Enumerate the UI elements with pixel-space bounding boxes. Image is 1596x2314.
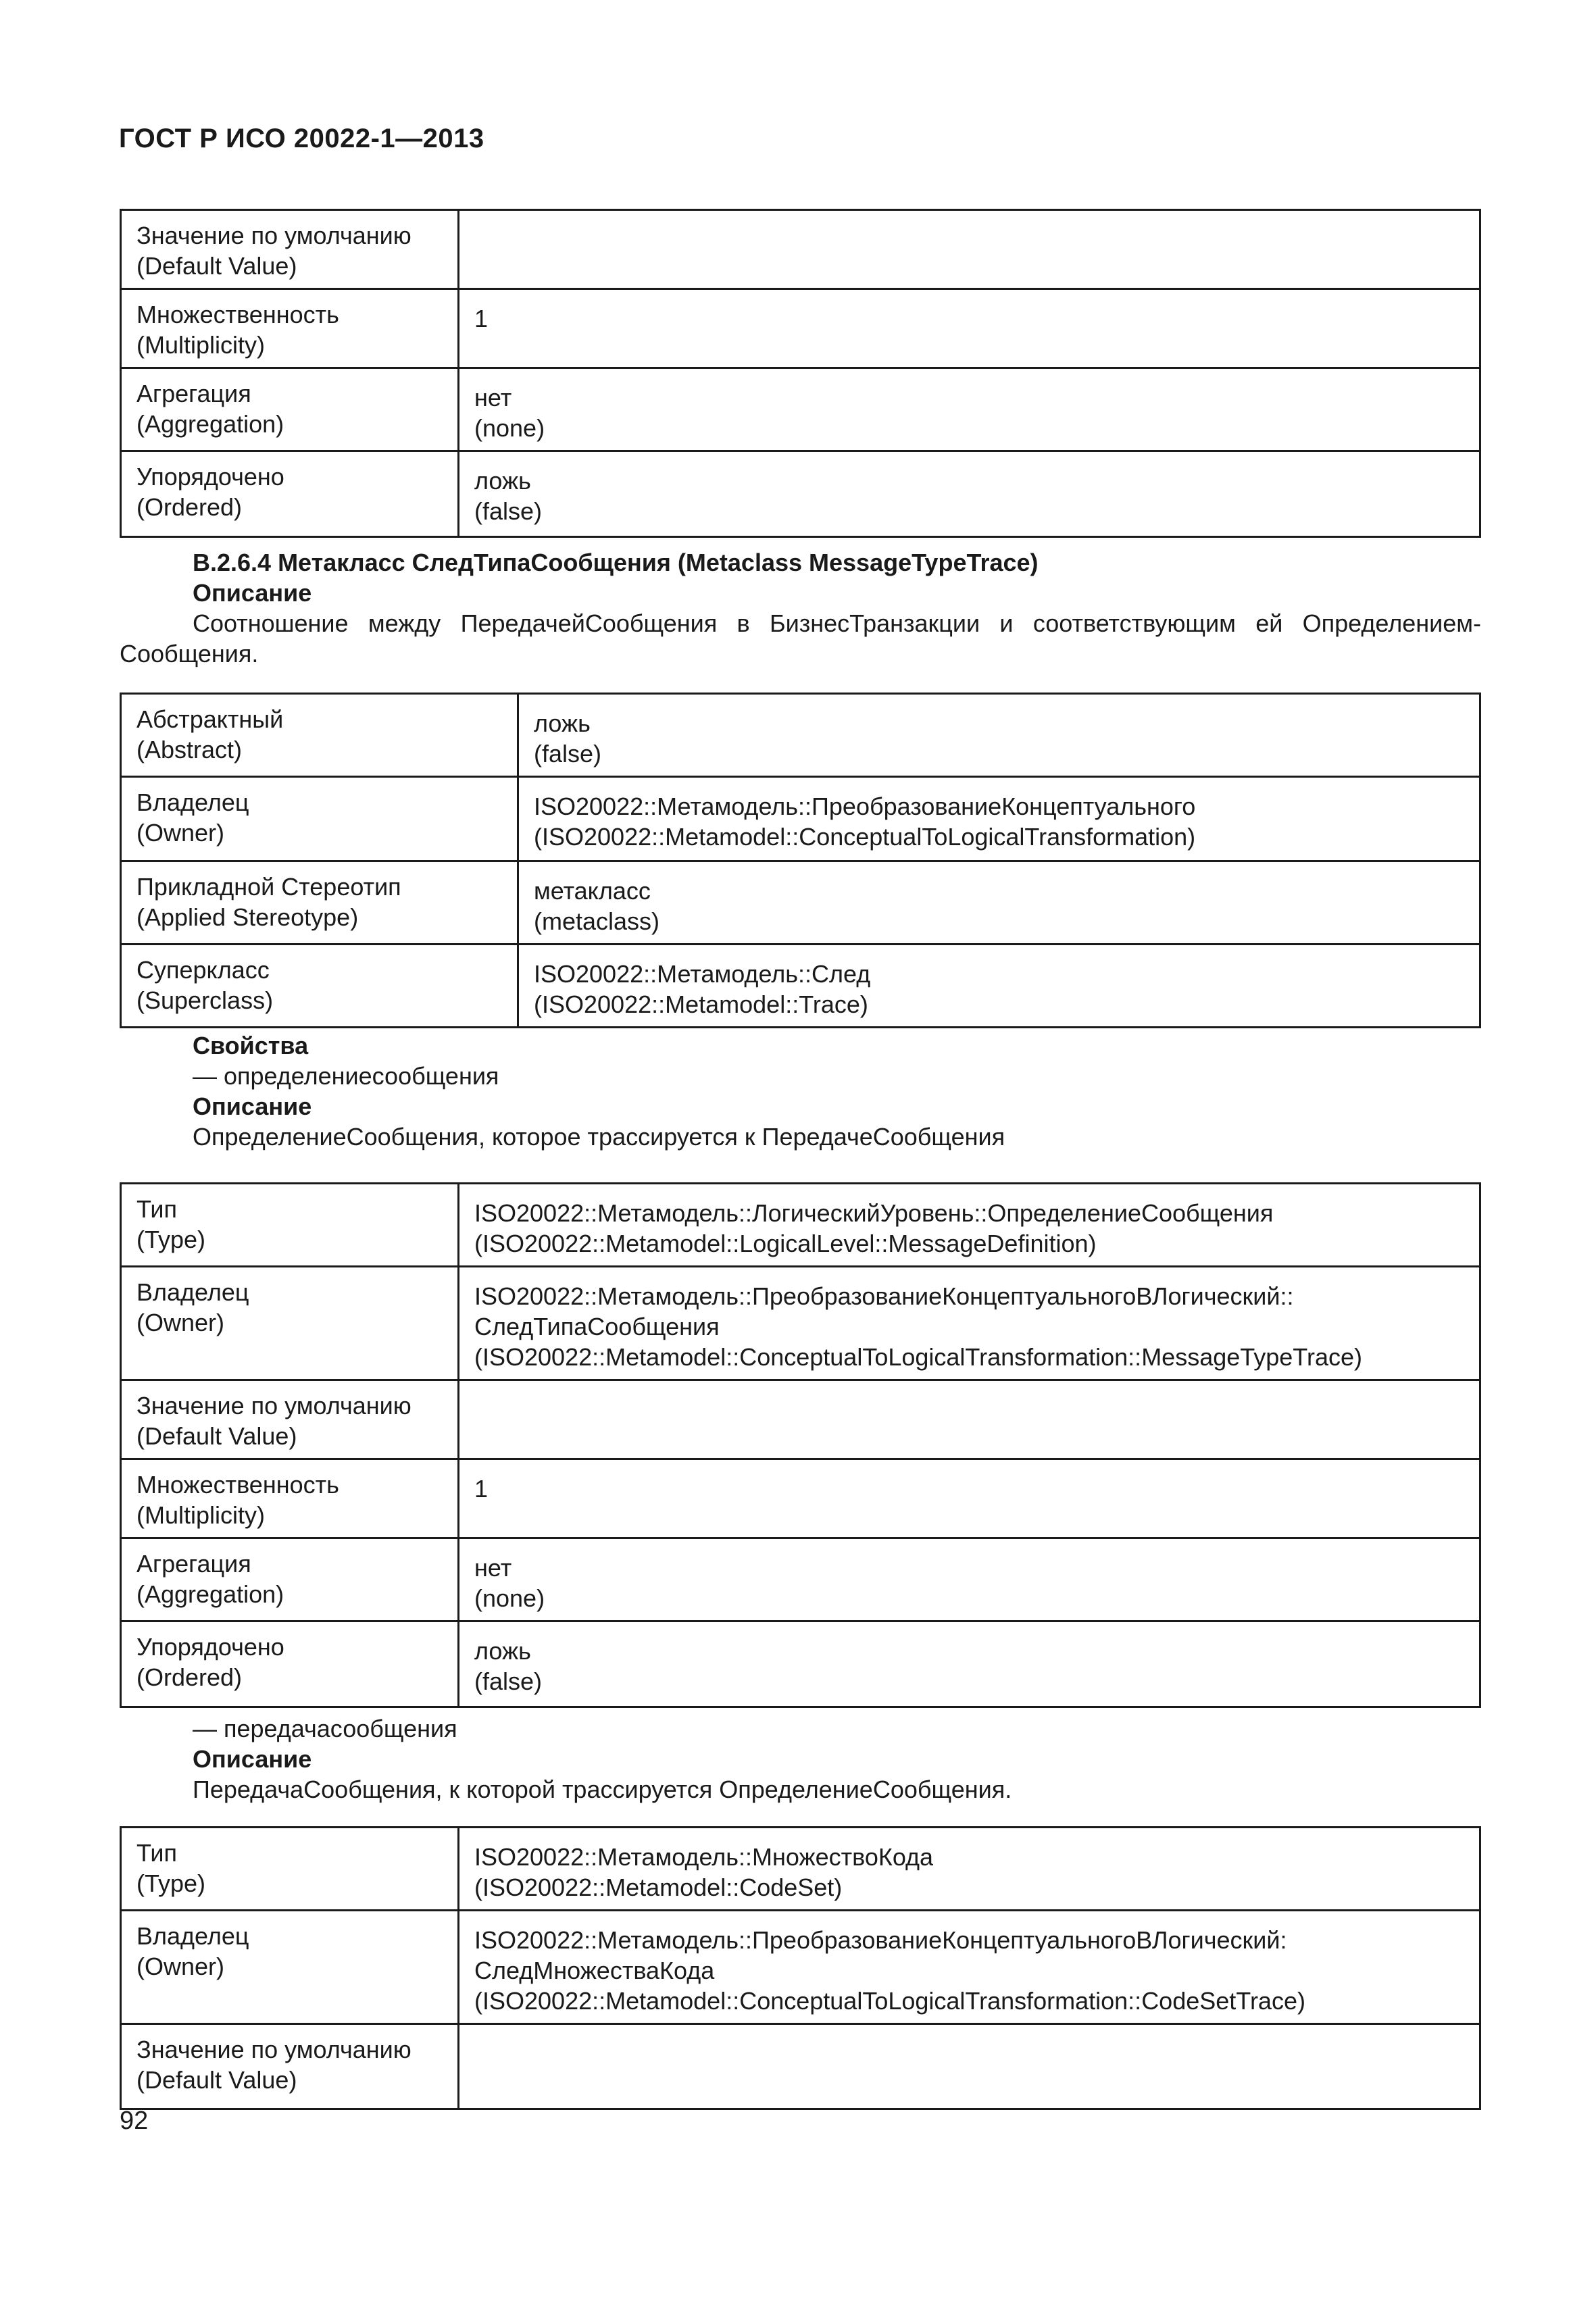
attribute-name-line: (Default Value): [136, 1422, 297, 1450]
table-row: [121, 289, 1480, 368]
attribute-value-cell: [518, 694, 1480, 777]
attribute-value-cell: [459, 1538, 1480, 1621]
attribute-value-line: (false): [534, 740, 602, 768]
attribute-name-cell: [121, 1621, 459, 1707]
attribute-value-cell: [518, 945, 1480, 1028]
attribute-name-line: Агрегация: [136, 1550, 251, 1578]
property-name: — определениесообщения: [193, 1062, 499, 1090]
property-description: ОпределениеСообщения, которое трассируется к ПередачеСообщения: [193, 1123, 1005, 1151]
attribute-name-line: (Aggregation): [136, 1580, 284, 1608]
attribute-value-cell: [459, 1911, 1480, 2024]
attribute-value-line: 1: [474, 1475, 489, 1503]
attribute-name-line: Упорядочено: [136, 1633, 284, 1661]
table-row: [121, 1184, 1480, 1267]
attribute-name-line: (Ordered): [136, 1663, 243, 1691]
attribute-value-line: (ISO20022::Metamodel::CodeSet): [474, 1873, 843, 1901]
attribute-value-line: (false): [474, 1667, 543, 1695]
attribute-name-line: Агрегация: [136, 380, 251, 407]
attribute-name-cell: [121, 1184, 459, 1267]
attribute-value-cell: [459, 1267, 1480, 1380]
section-metaclass-message-type-trace: [120, 547, 1481, 669]
attribute-name-line: Абстрактный: [136, 705, 284, 733]
attribute-name-line: Множественность: [136, 1471, 339, 1499]
table-row: [121, 861, 1480, 945]
attribute-value-line: (none): [474, 414, 545, 442]
attribute-name-cell: [121, 210, 459, 289]
table-row: [121, 1828, 1480, 1911]
attribute-name-line: (Owner): [136, 819, 225, 847]
table-row: [121, 451, 1480, 537]
property-table-message-definition: [120, 1182, 1481, 1708]
attribute-name-line: (Abstract): [136, 736, 243, 763]
attribute-value-line: 1: [474, 305, 489, 332]
description-text: Соотношение между ПередачейСообщения в БизнесТранзакции и соответствующим ей Определением-: [193, 609, 1481, 637]
attribute-name-line: (Superclass): [136, 986, 274, 1014]
attribute-value-cell: [518, 861, 1480, 945]
attribute-name-line: Тип: [136, 1839, 178, 1867]
description-text-continued: Сообщения.: [120, 640, 259, 668]
attribute-name-cell: [121, 1538, 459, 1621]
attribute-value-line: нет: [474, 1554, 512, 1582]
attribute-name-line: Значение по умолчанию: [136, 222, 412, 249]
attribute-value-line: (ISO20022::Metamodel::ConceptualToLogicalTransformation::MessageTypeTrace): [474, 1343, 1362, 1371]
attribute-value-line: (ISO20022::Metamodel::ConceptualToLogicalTransformation): [534, 823, 1196, 851]
table-row: [121, 2024, 1480, 2109]
attribute-value-cell: [459, 1380, 1480, 1459]
attribute-name-line: Владелец: [136, 1922, 249, 1950]
attribute-value-line: ложь: [474, 1637, 531, 1665]
table-row: [121, 1459, 1480, 1538]
attribute-value-line: ISO20022::Метамодель::ПреобразованиеКонцептуальногоВЛогический:: [474, 1926, 1287, 1954]
table-row: [121, 1538, 1480, 1621]
attribute-name-cell: [121, 1911, 459, 2024]
properties-section-2: [120, 1713, 1481, 1805]
attribute-value-line: ISO20022::Метамодель::ПреобразованиеКонцептуального: [534, 793, 1196, 820]
attribute-name-line: (Ordered): [136, 493, 243, 521]
attribute-name-cell: [121, 945, 518, 1028]
property-table-message-transfer: [120, 1826, 1481, 2110]
attribute-name-cell: [121, 1267, 459, 1380]
properties-table-1: [120, 209, 1481, 538]
attribute-name-line: Владелец: [136, 1278, 249, 1306]
attribute-value-cell: [459, 1828, 1480, 1911]
attribute-name-cell: [121, 777, 518, 861]
attribute-value-cell: [459, 451, 1480, 537]
attribute-name-cell: [121, 368, 459, 451]
attribute-value-cell: [459, 1184, 1480, 1267]
table-row: [121, 1911, 1480, 2024]
attribute-value-line: (ISO20022::Metamodel::Trace): [534, 990, 868, 1018]
attribute-value-line: ложь: [474, 467, 531, 495]
attribute-value-cell: [459, 289, 1480, 368]
property-name: — передачасообщения: [193, 1715, 457, 1742]
attribute-value-line: метакласс: [534, 877, 651, 905]
attribute-name-line: (Owner): [136, 1309, 225, 1336]
attribute-value-cell: [459, 1459, 1480, 1538]
attribute-value-line: СледМножестваКода: [474, 1957, 715, 1984]
table-row: [121, 1267, 1480, 1380]
attribute-name-line: Прикладной Стереотип: [136, 873, 401, 901]
properties-section: [120, 1030, 1481, 1152]
section-heading: В.2.6.4 Метакласс СледТипаСообщения (Metaclass MessageTypeTrace): [193, 549, 1039, 576]
attribute-name-line: (Aggregation): [136, 410, 284, 438]
page-number: 92: [120, 2107, 149, 2135]
attribute-value-line: ISO20022::Метамодель::ПреобразованиеКонцептуальногоВЛогический::: [474, 1282, 1294, 1310]
attribute-name-cell: [121, 289, 459, 368]
metaclass-attributes-table: [120, 693, 1481, 1028]
attribute-value-line: (false): [474, 497, 543, 525]
table-row: [121, 368, 1480, 451]
properties-title: Свойства: [193, 1032, 309, 1059]
attribute-name-line: (Default Value): [136, 2066, 297, 2094]
attribute-value-line: (none): [474, 1584, 545, 1612]
description-label: Описание: [193, 579, 312, 607]
attribute-name-line: (Type): [136, 1226, 206, 1253]
attribute-name-line: Владелец: [136, 788, 249, 816]
attribute-name-line: Упорядочено: [136, 463, 284, 491]
table-row: [121, 694, 1480, 777]
attribute-name-cell: [121, 694, 518, 777]
attribute-value-line: ложь: [534, 709, 591, 737]
attribute-name-line: Тип: [136, 1195, 178, 1223]
property-description: ПередачаСообщения, к которой трассируется ОпределениеСообщения.: [193, 1776, 1012, 1803]
attribute-name-cell: [121, 451, 459, 537]
attribute-name-cell: [121, 2024, 459, 2109]
property-description-label: Описание: [193, 1092, 312, 1120]
attribute-name-cell: [121, 1459, 459, 1538]
attribute-value-line: ISO20022::Метамодель::МножествоКода: [474, 1843, 934, 1871]
attribute-value-cell: [459, 210, 1480, 289]
attribute-value-line: (ISO20022::Metamodel::LogicalLevel::MessageDefinition): [474, 1230, 1097, 1257]
attribute-name-cell: [121, 1380, 459, 1459]
table-row: [121, 777, 1480, 861]
attribute-value-line: ISO20022::Метамодель::След: [534, 960, 871, 988]
attribute-name-cell: [121, 1828, 459, 1911]
table-row: [121, 945, 1480, 1028]
attribute-name-line: Суперкласс: [136, 956, 270, 984]
attribute-name-line: (Default Value): [136, 252, 297, 280]
attribute-value-cell: [459, 2024, 1480, 2109]
document-header: ГОСТ Р ИСО 20022-1—2013: [119, 124, 484, 153]
attribute-name-line: (Owner): [136, 1953, 225, 1980]
attribute-name-line: (Multiplicity): [136, 1501, 266, 1529]
attribute-name-line: Множественность: [136, 301, 339, 328]
attribute-name-line: (Applied Stereotype): [136, 903, 359, 931]
attribute-value-cell: [459, 368, 1480, 451]
table-row: [121, 210, 1480, 289]
attribute-name-line: (Type): [136, 1869, 206, 1897]
attribute-name-line: Значение по умолчанию: [136, 2036, 412, 2063]
attribute-name-cell: [121, 861, 518, 945]
attribute-value-cell: [459, 1621, 1480, 1707]
table-row: [121, 1621, 1480, 1707]
attribute-value-line: ISO20022::Метамодель::ЛогическийУровень::ОпределениеСообщения: [474, 1199, 1274, 1227]
attribute-name-line: Значение по умолчанию: [136, 1392, 412, 1419]
attribute-value-line: нет: [474, 384, 512, 411]
attribute-value-line: (metaclass): [534, 907, 660, 935]
property-description-label: Описание: [193, 1745, 312, 1773]
attribute-value-cell: [518, 777, 1480, 861]
attribute-value-line: (ISO20022::Metamodel::ConceptualToLogicalTransformation::CodeSetTrace): [474, 1987, 1305, 2015]
attribute-name-line: (Multiplicity): [136, 331, 266, 359]
attribute-value-line: СледТипаСообщения: [474, 1313, 720, 1340]
table-row: [121, 1380, 1480, 1459]
